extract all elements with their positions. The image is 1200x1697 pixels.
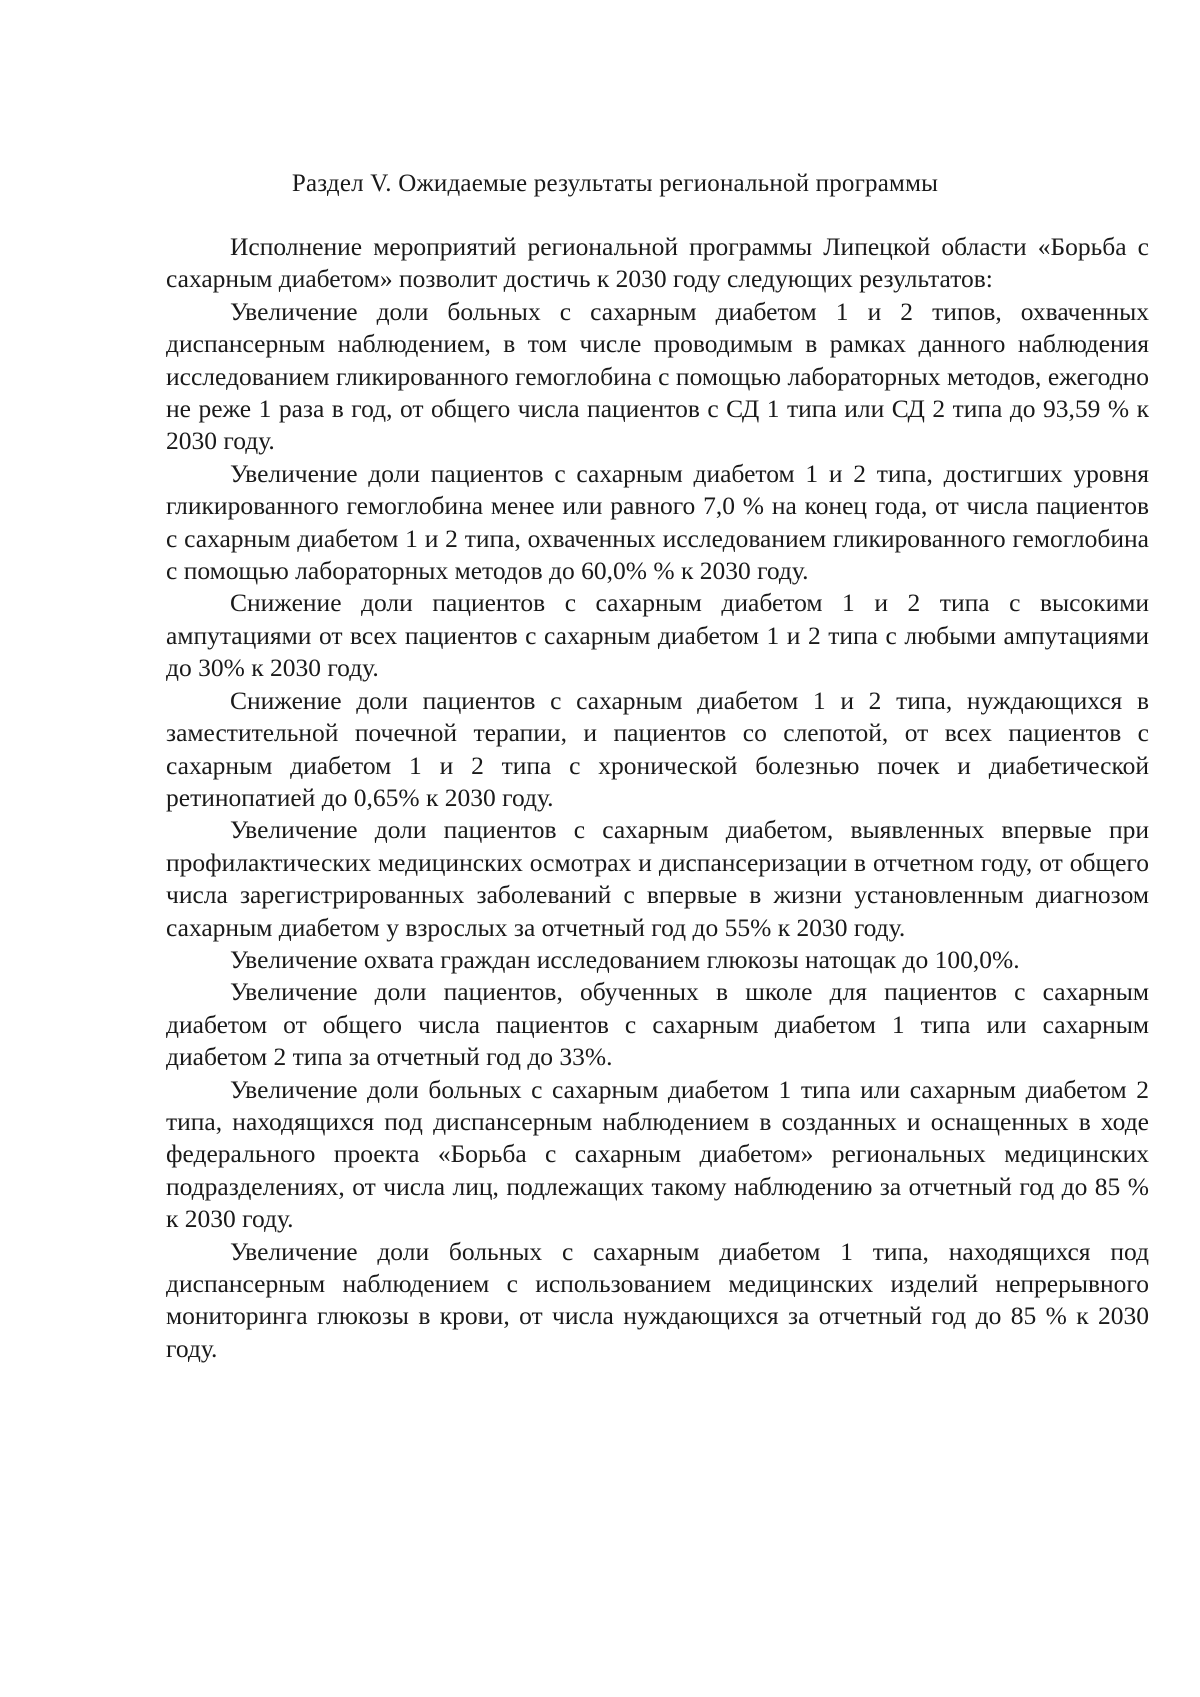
paragraph-result: Увеличение доли больных с сахарным диабетом 1 и 2 типов, охваченных диспансерным наблюдением, в том числе проводимым в рамках данного наблюдения исследованием гликированного гемоглобина с помощью лабораторных методов, ежегодно не реже 1 раза в год, от общего числа пациентов с СД 1 типа или СД 2 типа до 93,59 % к 2030 году. bbox=[166, 296, 1149, 456]
paragraph-result: Увеличение доли пациентов, обученных в школе для пациентов с сахарным диабетом от общего числа пациентов с сахарным диабетом 1 типа или сахарным диабетом 2 типа за отчетный год до 33%. bbox=[166, 977, 1149, 1072]
paragraph-result: Снижение доли пациентов с сахарным диабетом 1 и 2 типа, нуждающихся в заместительной почечной терапии, и пациентов со слепотой, от всех пациентов с сахарным диабетом 1 и 2 типа с хронической болезнью почек и диабетической ретинопатией до 0,65% к 2030 году. bbox=[166, 685, 1149, 812]
paragraph-result: Увеличение доли пациентов с сахарным диабетом 1 и 2 типа, достигших уровня гликированного гемоглобина менее или равного 7,0 % на конец года, от числа пациентов с сахарным диабетом 1 и 2 типа, охваченных исследованием гликированного гемоглобина с помощью лабораторных методов до 60,0% % к 2030 году. bbox=[166, 458, 1149, 586]
paragraph-result: Снижение доли пациентов с сахарным диабетом 1 и 2 типа с высокими ампутациями от всех пациентов с сахарным диабетом 1 и 2 типа с любыми ампутациями до 30% к 2030 году. bbox=[166, 588, 1149, 683]
paragraph-result: Увеличение доли больных с сахарным диабетом 1 типа или сахарным диабетом 2 типа, находящихся под диспансерным наблюдением в созданных и оснащенных в ходе федерального проекта «Борьба с сахарным диабетом» региональных медицинских подразделениях, от числа лиц, подлежащих такому наблюдению за отчетный год до 85 % к 2030 году. bbox=[166, 1074, 1149, 1234]
paragraph-result: Увеличение доли пациентов с сахарным диабетом, выявленных впервые при профилактических медицинских осмотрах и диспансеризации в отчетном году, от общего числа зарегистрированных заболеваний с впервые в жизни установленным диагнозом сахарным диабетом у взрослых за отчетный год до 55% к 2030 году. bbox=[166, 815, 1149, 942]
document-body bbox=[166, 231, 1149, 1365]
section-title: Раздел V. Ожидаемые результаты региональной программы bbox=[291, 170, 939, 197]
paragraph-intro: Исполнение мероприятий региональной программы Липецкой области «Борьба с сахарным диабетом» позволит достичь к 2030 году следующих результатов: bbox=[166, 232, 1149, 294]
paragraph-result: Увеличение охвата граждан исследованием глюкозы натощак до 100,0%. bbox=[230, 944, 1020, 974]
paragraph-result: Увеличение доли больных с сахарным диабетом 1 типа, находящихся под диспансерным наблюдением с использованием медицинских изделий непрерывного мониторинга глюкозы в крови, от числа нуждающихся за отчетный год до 85 % к 2030 году. bbox=[166, 1236, 1149, 1363]
